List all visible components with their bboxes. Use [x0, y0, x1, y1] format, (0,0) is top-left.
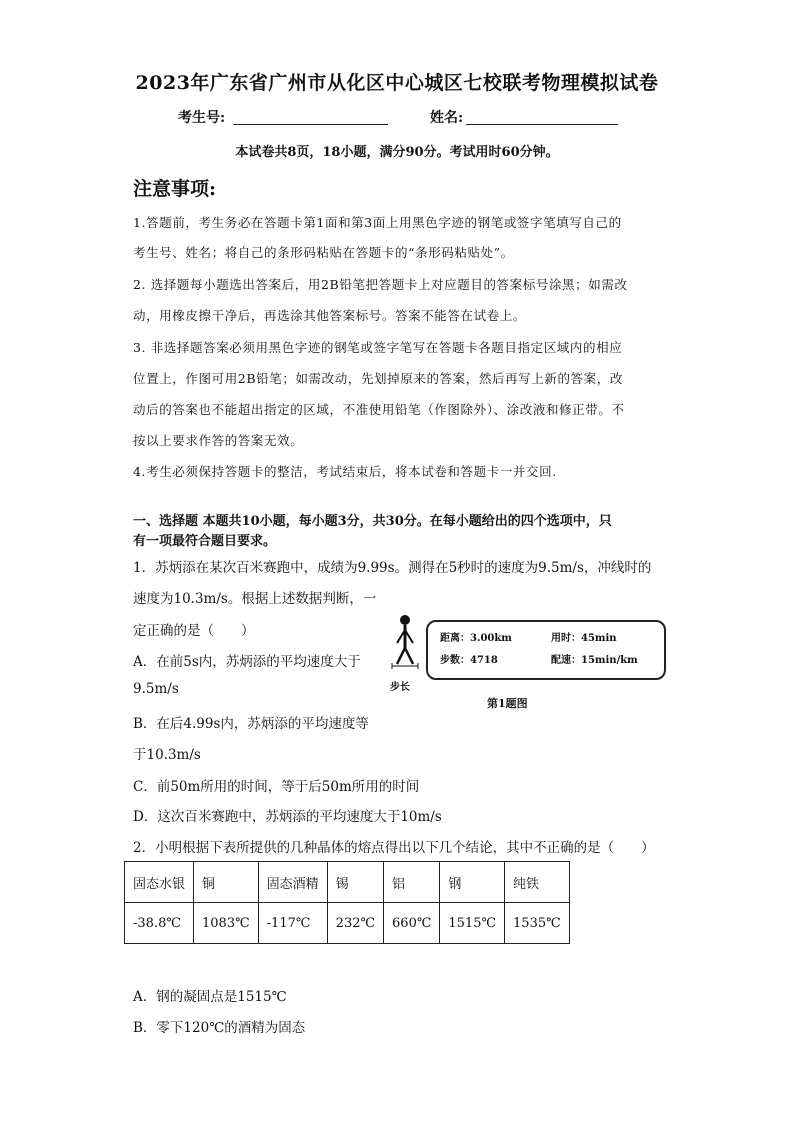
exam-number-label: 考生号: — [178, 110, 226, 126]
q2-option-a: A．钢的凝固点是1515℃ — [133, 989, 287, 1005]
pace-stat: 配速：15min/km — [551, 655, 638, 666]
q1-option-d: D．这次百米赛跑中，苏炳添的平均速度大于10m/s — [133, 809, 442, 825]
time-stat: 用时：45min — [551, 633, 617, 644]
table-header-cell: 铜 — [194, 862, 259, 903]
notice-heading: 注意事项: — [133, 178, 217, 200]
notice-line: 4.考生必须保持答题卡的整洁，考试结束后，将本试卷和答题卡一并交回. — [133, 464, 557, 479]
notice-line: 考生号、姓名；将自己的条形码粘贴在答题卡的“条形码粘贴处”。 — [133, 245, 514, 260]
table-header-cell: 钢 — [440, 862, 505, 903]
melting-point-table — [124, 861, 570, 944]
q2-option-b: B．零下120℃的酒精为固态 — [133, 1020, 306, 1036]
page-title: 2023年广东省广州市从化区中心城区七校联考物理模拟试卷 — [135, 72, 659, 94]
q1-option-b-cont: 于10.3m/s — [133, 747, 201, 763]
table-header-cell: 固态水银 — [125, 862, 194, 903]
q1-stem-cont: 定正确的是（ ） — [133, 623, 255, 639]
table-cell: 660℃ — [384, 903, 440, 944]
notice-line: 动，用橡皮擦干净后，再选涂其他答案标号。答案不能答在试卷上。 — [133, 308, 527, 323]
table-header-row — [125, 862, 570, 903]
running-stats-panel — [426, 620, 666, 680]
table-cell: 1535℃ — [505, 903, 570, 944]
walker-figure — [388, 612, 422, 678]
section-heading-cont: 有一项最符合题目要求。 — [133, 534, 277, 549]
q1-stem: 1．苏炳添在某次百米赛跑中，成绩为9.99s。测得在5秒时的速度为9.5m/s，冲线时的 — [133, 560, 652, 576]
notice-line: 按以上要求作答的答案无效。 — [133, 433, 304, 448]
steps-stat: 步数：4718 — [440, 655, 498, 666]
q1-option-a: A．在前5s内，苏炳添的平均速度大于 — [133, 654, 361, 670]
table-cell: 232℃ — [327, 903, 383, 944]
table-row — [125, 903, 570, 944]
name-blank — [466, 124, 618, 125]
notice-line: 2. 选择题每小题选出答案后，用2B铅笔把答题卡上对应题目的答案标号涂黑；如需改 — [133, 277, 628, 292]
name-label: 姓名: — [430, 110, 464, 126]
q1-option-b: B．在后4.99s内，苏炳添的平均速度等 — [133, 716, 369, 732]
table-cell: -117℃ — [258, 903, 327, 944]
table-cell: -38.8℃ — [125, 903, 194, 944]
table-cell: 1083℃ — [194, 903, 259, 944]
exam-info: 本试卷共8页，18小题，满分90分。考试用时60分钟。 — [235, 145, 559, 160]
q1-option-c: C．前50m所用的时间，等于后50m所用的时间 — [133, 779, 420, 795]
figure-caption: 第1题图 — [487, 697, 528, 710]
table-header-cell: 纯铁 — [505, 862, 570, 903]
table-header-cell: 固态酒精 — [258, 862, 327, 903]
table-cell: 1515℃ — [440, 903, 505, 944]
stride-label: 步长 — [390, 682, 410, 693]
exam-number-blank — [233, 124, 388, 125]
table-header-cell: 锡 — [327, 862, 383, 903]
notice-line: 动后的答案也不能超出指定的区域，不准使用铅笔（作图除外）、涂改液和修正带。不 — [133, 402, 625, 417]
section-heading: 一、选择题 本题共10小题，每小题3分，共30分。在每小题给出的四个选项中，只 — [133, 514, 612, 529]
q2-stem: 2．小明根据下表所提供的几种晶体的熔点得出以下几个结论，其中不正确的是（ ） — [133, 840, 655, 856]
distance-stat: 距离：3.00km — [440, 633, 512, 644]
table-header-cell: 铝 — [384, 862, 440, 903]
notice-line: 1.答题前，考生务必在答题卡第1面和第3面上用黑色字迹的钢笔或签字笔填写自己的 — [133, 215, 622, 230]
q1-option-a-cont: 9.5m/s — [133, 681, 179, 697]
notice-line: 位置上，作图可用2B铅笔；如需改动，先划掉原来的答案，然后再写上新的答案，改 — [133, 371, 623, 386]
notice-line: 3. 非选择题答案必须用黑色字迹的钢笔或签字笔写在答题卡各题目指定区域内的相应 — [133, 340, 623, 355]
q1-stem-cont: 速度为10.3m/s。根据上述数据判断，一 — [133, 591, 377, 607]
